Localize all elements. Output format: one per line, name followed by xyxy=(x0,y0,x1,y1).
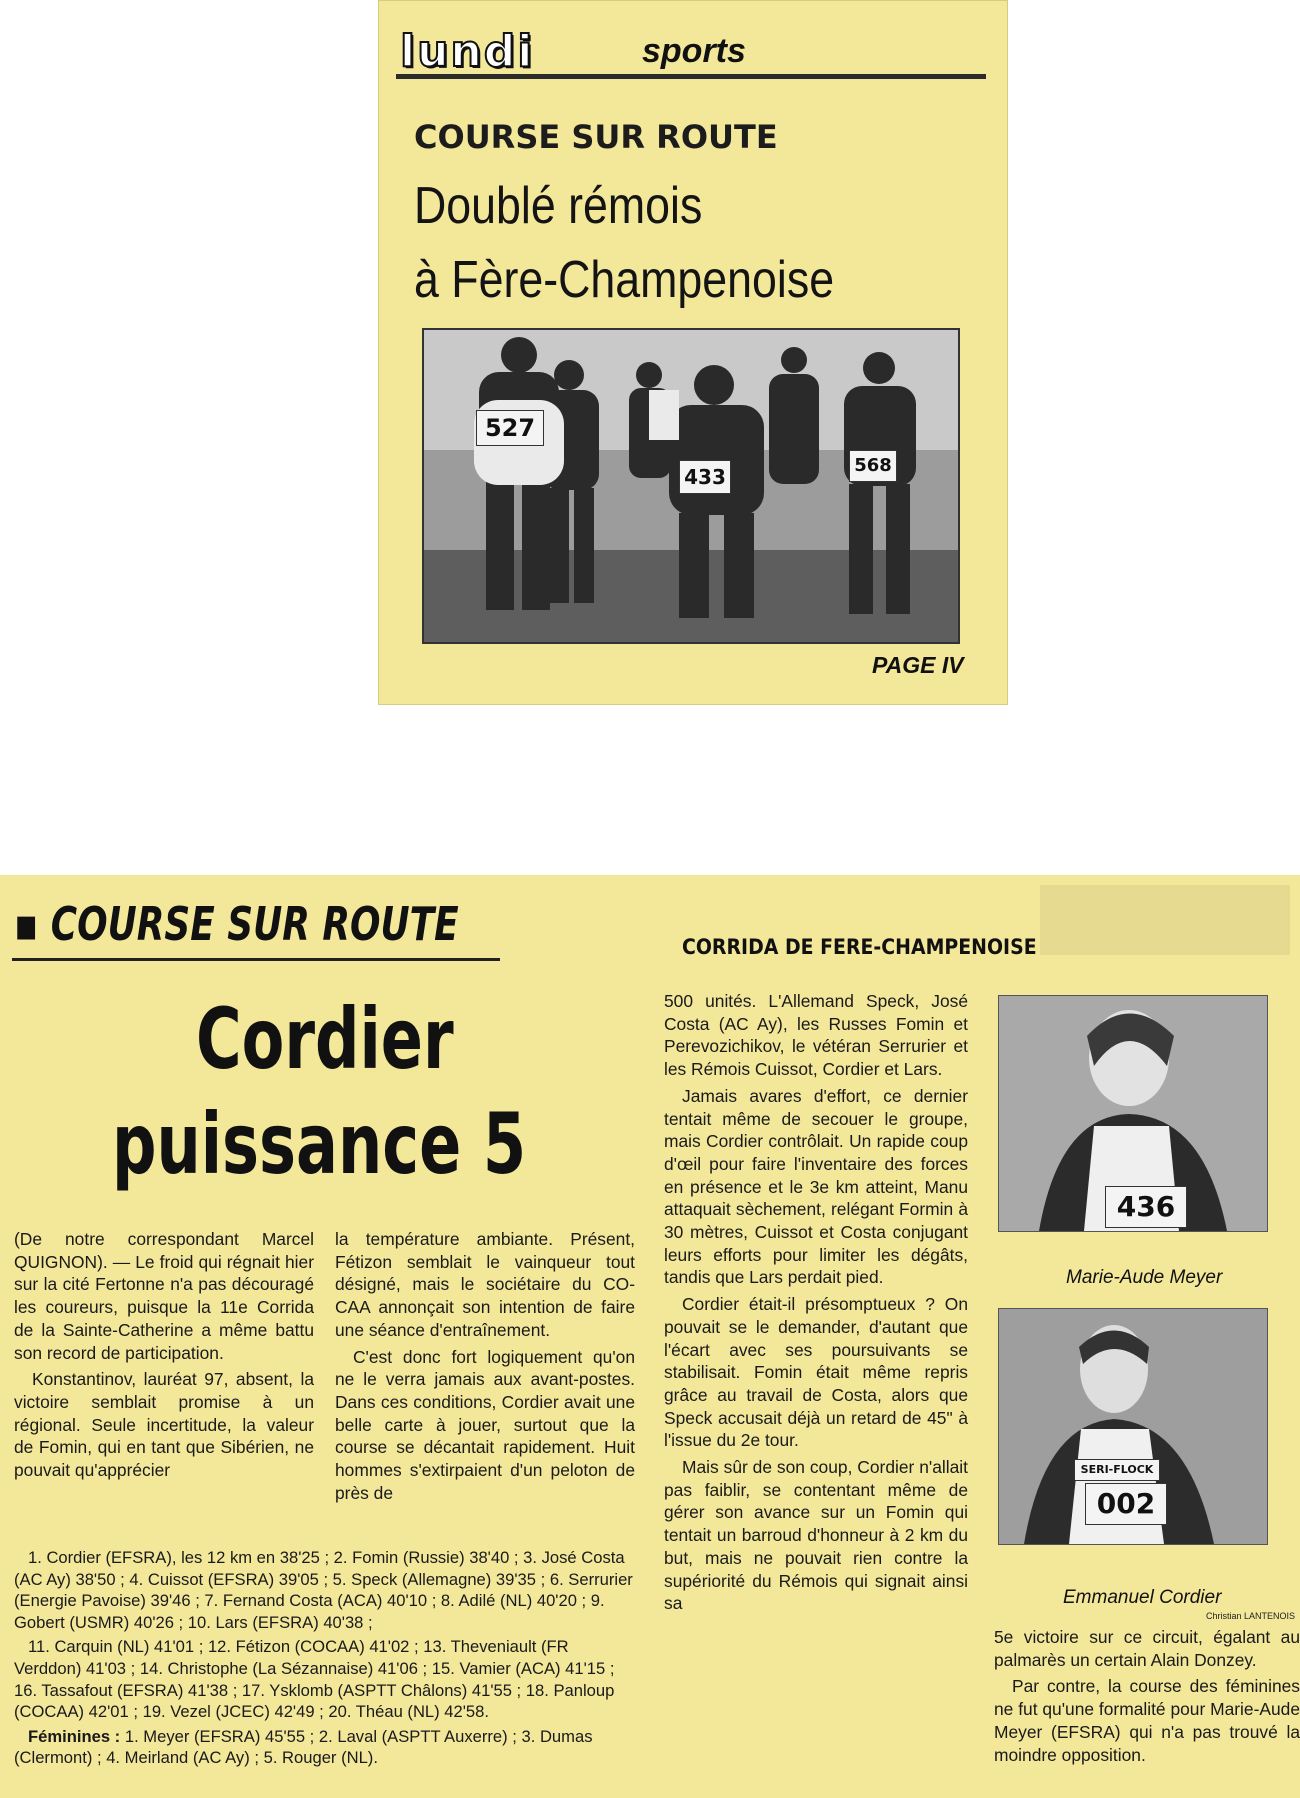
bib-527: 527 xyxy=(476,410,544,446)
photo-emmanuel-cordier xyxy=(998,1308,1268,1545)
runners-photo xyxy=(422,328,960,644)
caption-cordier: Emmanuel Cordier xyxy=(1063,1587,1222,1608)
results-men-part2: 11. Carquin (NL) 41'01 ; 12. Fétizon (COCAA) 41'02 ; 13. Theveniault (FR Verddon) 41'03 ; 14. Christophe (La Sézannaise) 41'06 ; 15. Vamier (ACA) 41'15 ; 16. Tassafout (EFSRA) 41'38 ; 17. Ysklomb (ASPTT Châlons) 41'55 ; 18. Panloup (COCAA) 42'01 ; 19. Vezel (JCEC) 42'49 ; 20. Théau (NL) 42'58. xyxy=(14,1637,615,1722)
bib-436: 436 xyxy=(1105,1186,1187,1228)
results-women-text: 1. Meyer (EFSRA) 45'55 ; 2. Laval (ASPTT Auxerre) ; 3. Dumas (Clermont) ; 4. Meirland (AC Ay) ; 5. Rouger (NL). xyxy=(14,1726,593,1768)
masthead-bar xyxy=(396,28,986,79)
results-women xyxy=(14,1726,640,1769)
bib-433: 433 xyxy=(679,460,731,494)
clip2-kicker: ▪ COURSE SUR ROUTE xyxy=(14,897,459,951)
results-men-part1: 1. Cordier (EFSRA), les 12 km en 38'25 ; 2. Fomin (Russie) 38'40 ; 3. José Costa (AC Ay) 38'50 ; 4. Cuissot (EFSRA) 39'05 ; 5. Speck (Allemagne) 39'35 ; 6. Serrurier (Energie Pavoise) 39'46 ; 7. Fernand Costa (ACA) 40'10 ; 8. Adilé (NL) 40'20 ; 9. Gobert (USMR) 40'26 ; 10. Lars (EFSRA) 40'38 ; xyxy=(14,1548,633,1632)
page-reference: PAGE IV xyxy=(872,652,964,678)
photo-credit: Christian LANTENOIS xyxy=(1206,1611,1296,1621)
article-column-3 xyxy=(664,990,968,1619)
bleed-through-area xyxy=(1040,885,1290,955)
clip1-headline-line2: à Fère-Champenoise xyxy=(414,251,835,309)
paragraph: (De notre correspondant Marcel QUIGNON). — Le froid qui régnait hier sur la cité Fertonne n'a pas découragé les coureurs, puisque la 11e Corrida de la Sainte-Catherine a même battu son record de participation. xyxy=(14,1229,314,1363)
paragraph: Cordier était-il présomptueux ? On pouvait se le demander, d'autant que l'écart avec ses poursuivants se stabilisait. Fomin était même repris grâce au travail de Costa, alors que Speck accusait déjà un retard de 45" à l'issue du 2e tour. xyxy=(664,1294,968,1451)
paragraph: C'est donc fort logiquement qu'on ne le verra jamais aux avant-postes. Dans ces conditions, Cordier avait une belle carte à jouer, surtout que la course se décantait rapidement. Huit hommes s'extirpaient d'un peloton de près de xyxy=(335,1346,635,1503)
photo-marie-aude-meyer xyxy=(998,995,1268,1232)
clip1-kicker: COURSE SUR ROUTE xyxy=(414,118,778,156)
bib-sponsor: SERI-FLOCK xyxy=(1074,1459,1160,1481)
clip2-headline-line1: Cordier xyxy=(196,990,454,1088)
masthead-lundi: lundi xyxy=(400,26,535,77)
race-results xyxy=(14,1547,640,1772)
article-column-1 xyxy=(14,1228,314,1486)
article-column-4 xyxy=(994,1626,1300,1770)
paragraph: 500 unités. L'Allemand Speck, José Costa (AC Ay), les Russes Fomin et Perevozichikov, le vétéran Serrurier et les Rémois Cuissot, Cordier et Lars. xyxy=(664,991,968,1080)
bib-002: 002 xyxy=(1085,1483,1167,1525)
caption-meyer: Marie-Aude Meyer xyxy=(1066,1267,1223,1288)
paragraph: Par contre, la course des féminines ne fut qu'une formalité pour Marie-Aude Meyer (EFSRA) qui n'a pas trouvé la moindre opposition. xyxy=(994,1676,1300,1765)
section-tag: CORRIDA DE FERE-CHAMPENOISE xyxy=(682,935,1037,959)
paragraph: Konstantinov, lauréat 97, absent, la victoire semblait promise à un régional. Seule incertitude, la valeur de Fomin, qui en tant que Sibérien, ne pouvait qu'apprécier xyxy=(14,1369,314,1481)
masthead-sports: sports xyxy=(642,32,746,70)
paragraph: Jamais avares d'effort, ce dernier tentait même de secouer le groupe, mais Cordier contrôlait. Un rapide coup d'œil pour faire l'inventaire des forces en présence et le 3e km atteint, Manu attaquait sèchement, relégant Formin à 30 mètres, Cuissot et Costa conjugant leurs efforts pour limiter les dégâts, tandis que Lars perdait pied. xyxy=(664,1085,968,1288)
clipping-lundi-sports xyxy=(378,0,1008,705)
paragraph: la température ambiante. Présent, Fétizon semblait le vainqueur tout désigné, mais le sociétaire du CO-CAA annonçait son intention de faire une séance d'entraînement. xyxy=(335,1229,635,1340)
paragraph: 5e victoire sur ce circuit, égalant au palmarès un certain Alain Donzey. xyxy=(994,1627,1300,1670)
article-column-2 xyxy=(335,1228,635,1508)
paragraph: Mais sûr de son coup, Cordier n'allait pas faiblir, se contentant même de gérer son avance sur un Fomin qui tentait un barroud d'honneur à 2 km du but, mais ne pouvait rien contre la supériorité du Rémois qui signait ainsi sa xyxy=(664,1457,968,1614)
clip2-headline-line2: puissance 5 xyxy=(112,1095,527,1193)
bib-568: 568 xyxy=(849,450,897,482)
kicker-rule xyxy=(12,958,500,961)
clipping-cordier-article xyxy=(0,875,1300,1798)
clip1-headline-line1: Doublé rémois xyxy=(414,177,703,235)
results-women-label: Féminines : xyxy=(28,1726,121,1746)
